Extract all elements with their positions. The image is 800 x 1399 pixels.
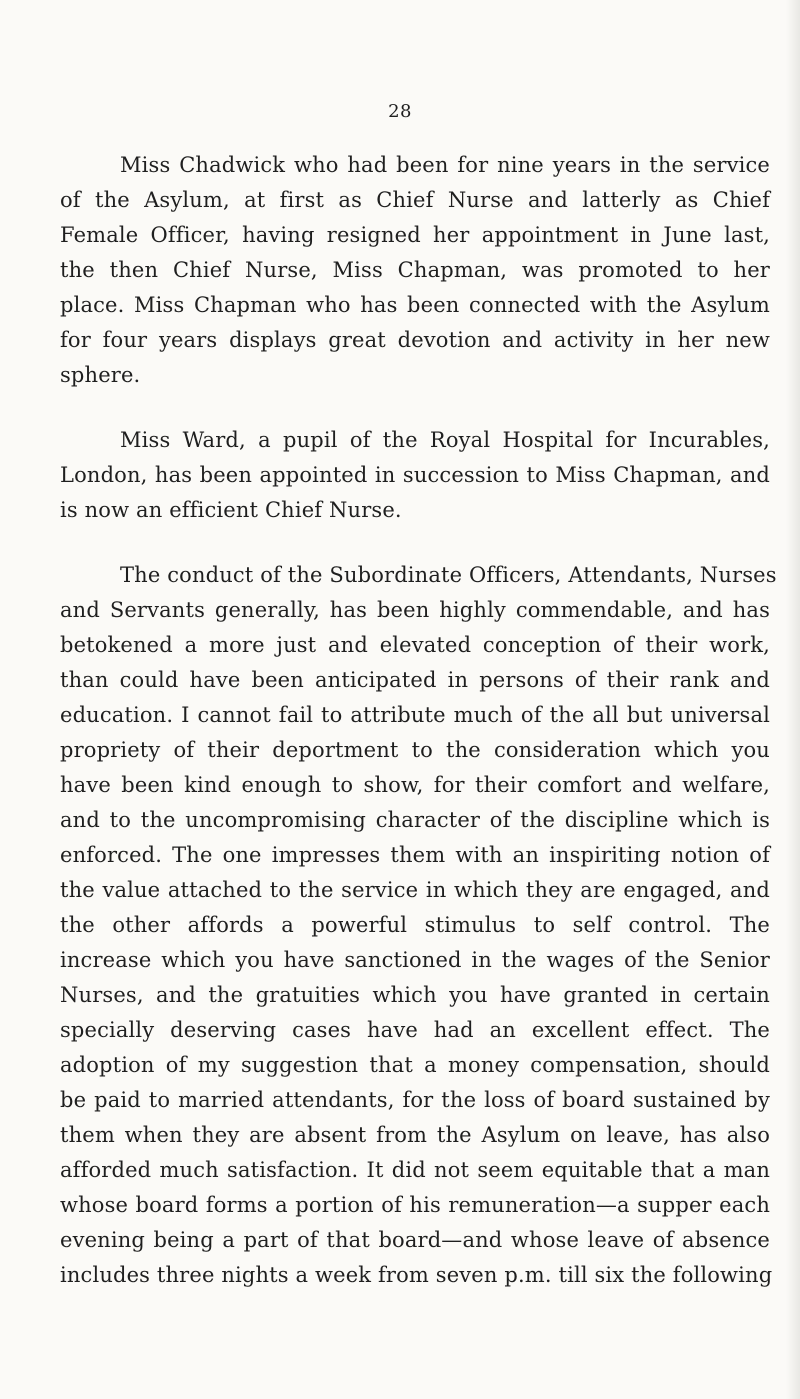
text-line: be paid to married attendants, for the loss of board sustained by (60, 1088, 770, 1112)
text-line: Female Officer, having resigned her appointment in June last, (60, 223, 770, 247)
text-line: Nurses, and the gratuities which you have granted in certain (60, 983, 770, 1007)
text-line: includes three nights a week from seven p.m. till six the following (60, 1263, 773, 1287)
text-line: for four years displays great devotion and activity in her new (60, 328, 770, 352)
text-line: evening being a part of that board—and whose leave of absence (60, 1228, 770, 1252)
text-line: the value attached to the service in which they are engaged, and (60, 878, 770, 902)
text-line: than could have been anticipated in persons of their rank and (60, 668, 770, 692)
page-number: 28 (388, 101, 412, 122)
text-line: of the Asylum, at first as Chief Nurse and latterly as Chief (60, 188, 770, 212)
text-line: the then Chief Nurse, Miss Chapman, was promoted to her (60, 258, 770, 282)
text-line: whose board forms a portion of his remuneration—a supper each (60, 1193, 770, 1217)
text-line: have been kind enough to show, for their comfort and welfare, (60, 773, 770, 797)
text-line: enforced. The one impresses them with an inspiriting notion of (60, 843, 770, 867)
text-line: them when they are absent from the Asylum on leave, has also (60, 1123, 770, 1147)
text-line: and Servants generally, has been highly commendable, and has (60, 598, 770, 622)
text-line: betokened a more just and elevated conception of their work, (60, 633, 770, 657)
text-line: sphere. (60, 363, 141, 387)
text-line: afforded much satisfaction. It did not seem equitable that a man (60, 1158, 770, 1182)
text-line: and to the uncompromising character of the discipline which is (60, 808, 770, 832)
text-line: the other affords a powerful stimulus to self control. The (60, 913, 770, 937)
text-line: place. Miss Chapman who has been connected with the Asylum (60, 293, 770, 317)
text-line: adoption of my suggestion that a money compensation, should (60, 1053, 770, 1077)
text-line: specially deserving cases have had an excellent effect. The (60, 1018, 770, 1042)
text-line: is now an efficient Chief Nurse. (60, 498, 402, 522)
text-line: The conduct of the Subordinate Officers, Attendants, Nurses (120, 563, 777, 587)
text-line: education. I cannot fail to attribute much of the all but universal (60, 703, 770, 727)
text-line: Miss Ward, a pupil of the Royal Hospital for Incurables, (120, 428, 770, 452)
text-line: propriety of their deportment to the consideration which you (60, 738, 770, 762)
text-line: increase which you have sanctioned in the wages of the Senior (60, 948, 770, 972)
text-line: London, has been appointed in succession to Miss Chapman, and (60, 463, 770, 487)
text-line: Miss Chadwick who had been for nine years in the service (120, 153, 770, 177)
